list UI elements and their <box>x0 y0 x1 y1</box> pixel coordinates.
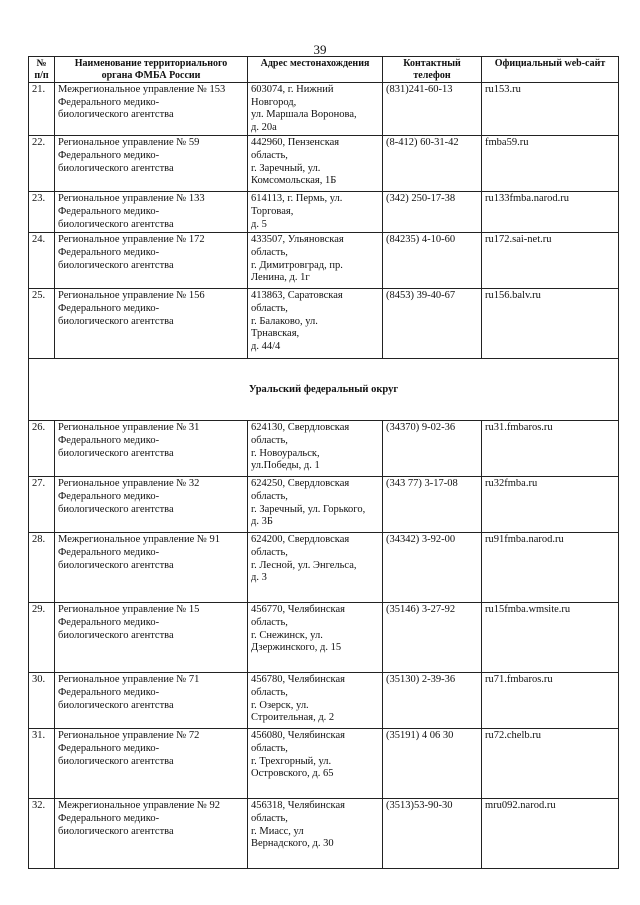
row-num: 28. <box>29 533 55 603</box>
row-name: Межрегиональное управление № 153 Федерального медико- биологического агентства <box>55 83 248 136</box>
header-site: Официальный web-сайт <box>482 57 619 83</box>
row-phone: (8453) 39-40-67 <box>383 289 482 359</box>
row-num: 27. <box>29 477 55 533</box>
row-site: ru72.chelb.ru <box>482 729 619 799</box>
row-num: 22. <box>29 136 55 192</box>
table-row <box>29 83 619 136</box>
row-name: Межрегиональное управление № 91 Федерального медико- биологического агентства <box>55 533 248 603</box>
table-row <box>29 192 619 233</box>
table-body-bottom <box>29 421 619 869</box>
table-row <box>29 136 619 192</box>
row-site: ru156.balv.ru <box>482 289 619 359</box>
row-num: 29. <box>29 603 55 673</box>
row-address: 624130, Свердловская область, г. Новоуральск, ул.Победы, д. 1 <box>248 421 383 477</box>
row-phone: (35191) 4 06 30 <box>383 729 482 799</box>
header-num: № п/п <box>29 57 55 83</box>
row-name: Региональное управление № 31 Федерального медико- биологического агентства <box>55 421 248 477</box>
row-address: 614113, г. Пермь, ул. Торговая, д. 5 <box>248 192 383 233</box>
row-phone: (84235) 4-10-60 <box>383 233 482 289</box>
row-phone: (3513)53-90-30 <box>383 799 482 869</box>
row-address: 433507, Ульяновская область, г. Димитровград, пр. Ленина, д. 1г <box>248 233 383 289</box>
row-site: ru91fmba.narod.ru <box>482 533 619 603</box>
row-phone: (35130) 2-39-36 <box>383 673 482 729</box>
fmba-offices-table <box>28 56 619 869</box>
table-row <box>29 673 619 729</box>
row-site: ru172.sai-net.ru <box>482 233 619 289</box>
table-row <box>29 729 619 799</box>
row-address: 456780, Челябинская область, г. Озерск, ул. Строительная, д. 2 <box>248 673 383 729</box>
row-name: Региональное управление № 32 Федерального медико- биологического агентства <box>55 477 248 533</box>
table-row <box>29 289 619 359</box>
row-address: 442960, Пензенская область, г. Заречный, ул. Комсомольская, 1Б <box>248 136 383 192</box>
row-address: 456770, Челябинская область, г. Снежинск, ул. Дзержинского, д. 15 <box>248 603 383 673</box>
table-row <box>29 421 619 477</box>
table-body-top <box>29 83 619 359</box>
row-phone: (8-412) 60-31-42 <box>383 136 482 192</box>
row-num: 32. <box>29 799 55 869</box>
row-site: fmba59.ru <box>482 136 619 192</box>
row-phone: (342) 250-17-38 <box>383 192 482 233</box>
table-row <box>29 799 619 869</box>
row-num: 31. <box>29 729 55 799</box>
row-phone: (35146) 3-27-92 <box>383 603 482 673</box>
row-phone: (34342) 3-92-00 <box>383 533 482 603</box>
header-address: Адрес местонахождения <box>248 57 383 83</box>
row-site: ru15fmba.wmsite.ru <box>482 603 619 673</box>
table-row <box>29 477 619 533</box>
row-phone: (34370) 9-02-36 <box>383 421 482 477</box>
row-address: 413863, Саратовская область, г. Балаково, ул. Трнавская, д. 44/4 <box>248 289 383 359</box>
row-site: mru092.narod.ru <box>482 799 619 869</box>
row-site: ru153.ru <box>482 83 619 136</box>
row-name: Региональное управление № 172 Федерального медико- биологического агентства <box>55 233 248 289</box>
row-address: 603074, г. Нижний Новгород, ул. Маршала Воронова, д. 20а <box>248 83 383 136</box>
row-site: ru32fmba.ru <box>482 477 619 533</box>
row-name: Региональное управление № 156 Федерального медико- биологического агентства <box>55 289 248 359</box>
row-num: 23. <box>29 192 55 233</box>
row-site: ru133fmba.narod.ru <box>482 192 619 233</box>
row-name: Региональное управление № 59 Федерального медико- биологического агентства <box>55 136 248 192</box>
row-address: 456318, Челябинская область, г. Миасс, ул Вернадского, д. 30 <box>248 799 383 869</box>
row-address: 456080, Челябинская область, г. Трехгорный, ул. Островского, д. 65 <box>248 729 383 799</box>
row-phone: (831)241-60-13 <box>383 83 482 136</box>
table-row <box>29 533 619 603</box>
row-site: ru31.fmbaros.ru <box>482 421 619 477</box>
row-address: 624200, Свердловская область, г. Лесной, ул. Энгельса, д. 3 <box>248 533 383 603</box>
row-name: Региональное управление № 72 Федерального медико- биологического агентства <box>55 729 248 799</box>
row-address: 624250, Свердловская область, г. Заречный, ул. Горького, д. 3Б <box>248 477 383 533</box>
row-name: Региональное управление № 15 Федерального медико- биологического агентства <box>55 603 248 673</box>
row-site: ru71.fmbaros.ru <box>482 673 619 729</box>
row-phone: (343 77) 3-17-08 <box>383 477 482 533</box>
row-name: Региональное управление № 133 Федерального медико- биологического агентства <box>55 192 248 233</box>
page-number: 39 <box>313 42 327 57</box>
table-row <box>29 603 619 673</box>
header-name: Наименование территориального органа ФМБА России <box>55 57 248 83</box>
row-num: 30. <box>29 673 55 729</box>
table-row <box>29 233 619 289</box>
row-num: 26. <box>29 421 55 477</box>
header-phone: Контактный телефон <box>383 57 482 83</box>
row-num: 25. <box>29 289 55 359</box>
row-num: 21. <box>29 83 55 136</box>
row-num: 24. <box>29 233 55 289</box>
section-title: Уральский федеральный округ <box>29 359 619 421</box>
section-row <box>29 359 619 421</box>
row-name: Региональное управление № 71 Федерального медико- биологического агентства <box>55 673 248 729</box>
row-name: Межрегиональное управление № 92 Федерального медико- биологического агентства <box>55 799 248 869</box>
table-header-row <box>29 57 619 83</box>
